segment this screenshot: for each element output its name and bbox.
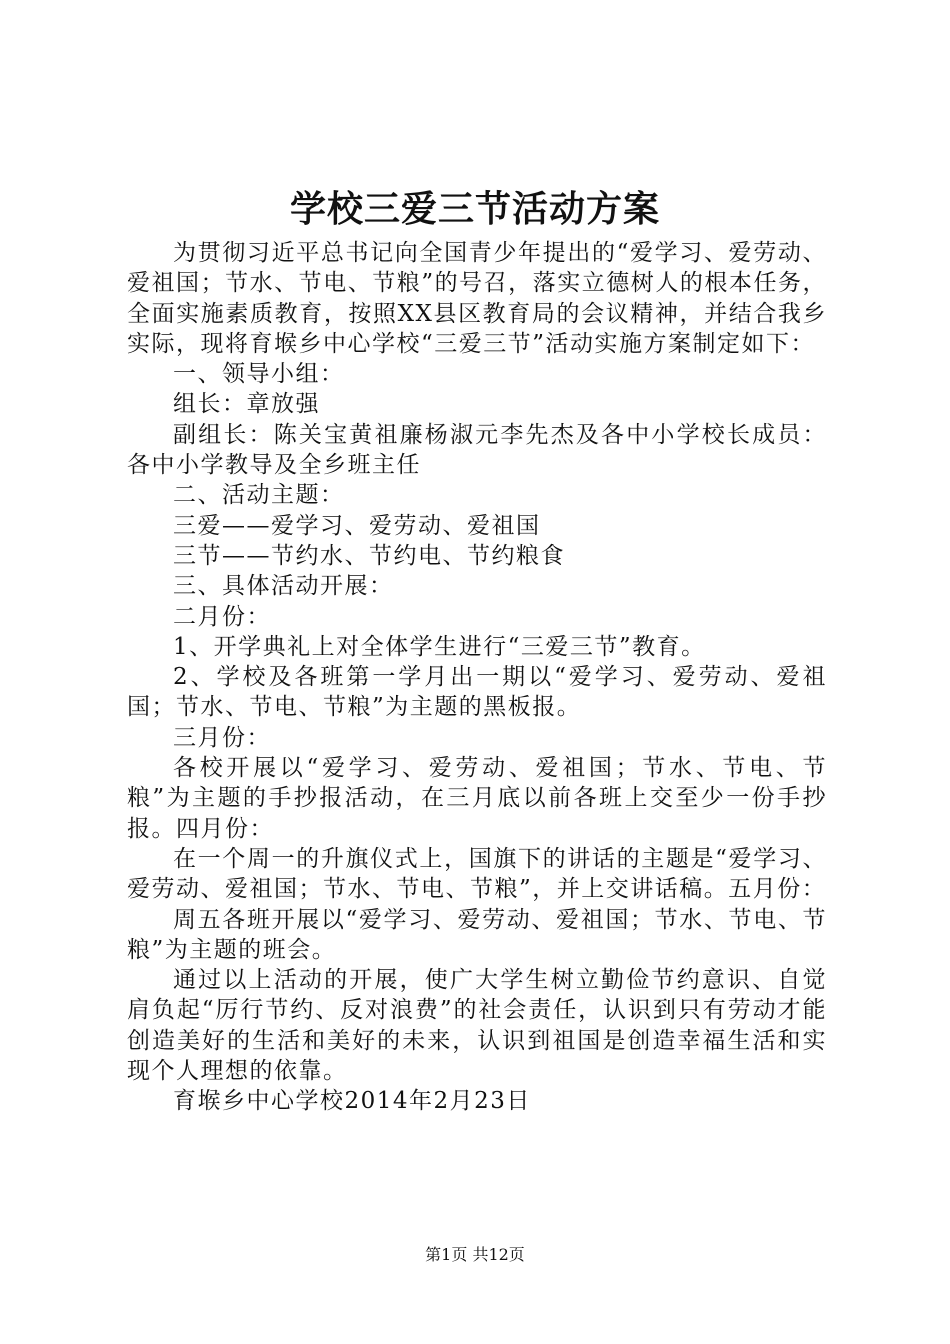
paragraph-deputy-leaders: 副组长：陈关宝黄祖廉杨淑元李先杰及各中小学校长成员：各中小学教导及全乡班主任	[127, 421, 827, 479]
paragraph-february-item-1: 1、开学典礼上对全体学生进行“三爱三节”教育。	[173, 633, 706, 660]
paragraph-three-savings: 三节——节约水、节约电、节约粮食	[173, 542, 565, 569]
heading-leadership: 一、领导小组：	[173, 361, 345, 388]
heading-activities: 三、具体活动开展：	[173, 573, 394, 600]
document-title: 学校三爱三节活动方案	[289, 188, 660, 230]
paragraph-signature-date: 育堠乡中心学校2014年2月23日	[173, 1088, 531, 1115]
paragraph-march: 各校开展以“爱学习、爱劳动、爱祖国；节水、节电、节粮”为主题的手抄报活动，在三月底以前各班上交至少一份手抄报。四月份：	[127, 755, 827, 842]
paragraph-intro: 为贯彻习近平总书记向全国青少年提出的“爱学习、爱劳动、爱祖国；节水、节电、节粮”的号召，落实立德树人的根本任务，全面实施素质教育，按照XX县区教育局的会议精神，并结合我乡实际，现将育堠乡中心学校“三爱三节”活动实施方案制定如下：	[127, 240, 827, 357]
document-body	[127, 238, 827, 1117]
paragraph-february-item-2: 2、学校及各班第一学月出一期以“爱学习、爱劳动、爱祖国；节水、节电、节粮”为主题的黑板报。	[127, 664, 827, 721]
heading-march: 三月份：	[173, 724, 271, 751]
paragraph-april: 在一个周一的升旗仪式上，国旗下的讲话的主题是“爱学习、爱劳动、爱祖国；节水、节电、节粮”，并上交讲话稿。五月份：	[127, 845, 827, 903]
paragraph-conclusion: 通过以上活动的开展，使广大学生树立勤俭节约意识、自觉肩负起“厉行节约、反对浪费”的社会责任，认识到只有劳动才能创造美好的生活和美好的未来，认识到祖国是创造幸福生活和实现个人理想的依靠。	[127, 967, 827, 1085]
paragraph-leader: 组长：章放强	[173, 391, 320, 418]
paragraph-may: 周五各班开展以“爱学习、爱劳动、爱祖国；节水、节电、节粮”为主题的班会。	[127, 906, 827, 963]
heading-theme: 二、活动主题：	[173, 482, 345, 509]
paragraph-three-loves: 三爱——爱学习、爱劳动、爱祖国	[173, 512, 541, 539]
page-number: 第1页 共12页	[425, 1245, 525, 1264]
heading-february: 二月份：	[173, 603, 271, 630]
